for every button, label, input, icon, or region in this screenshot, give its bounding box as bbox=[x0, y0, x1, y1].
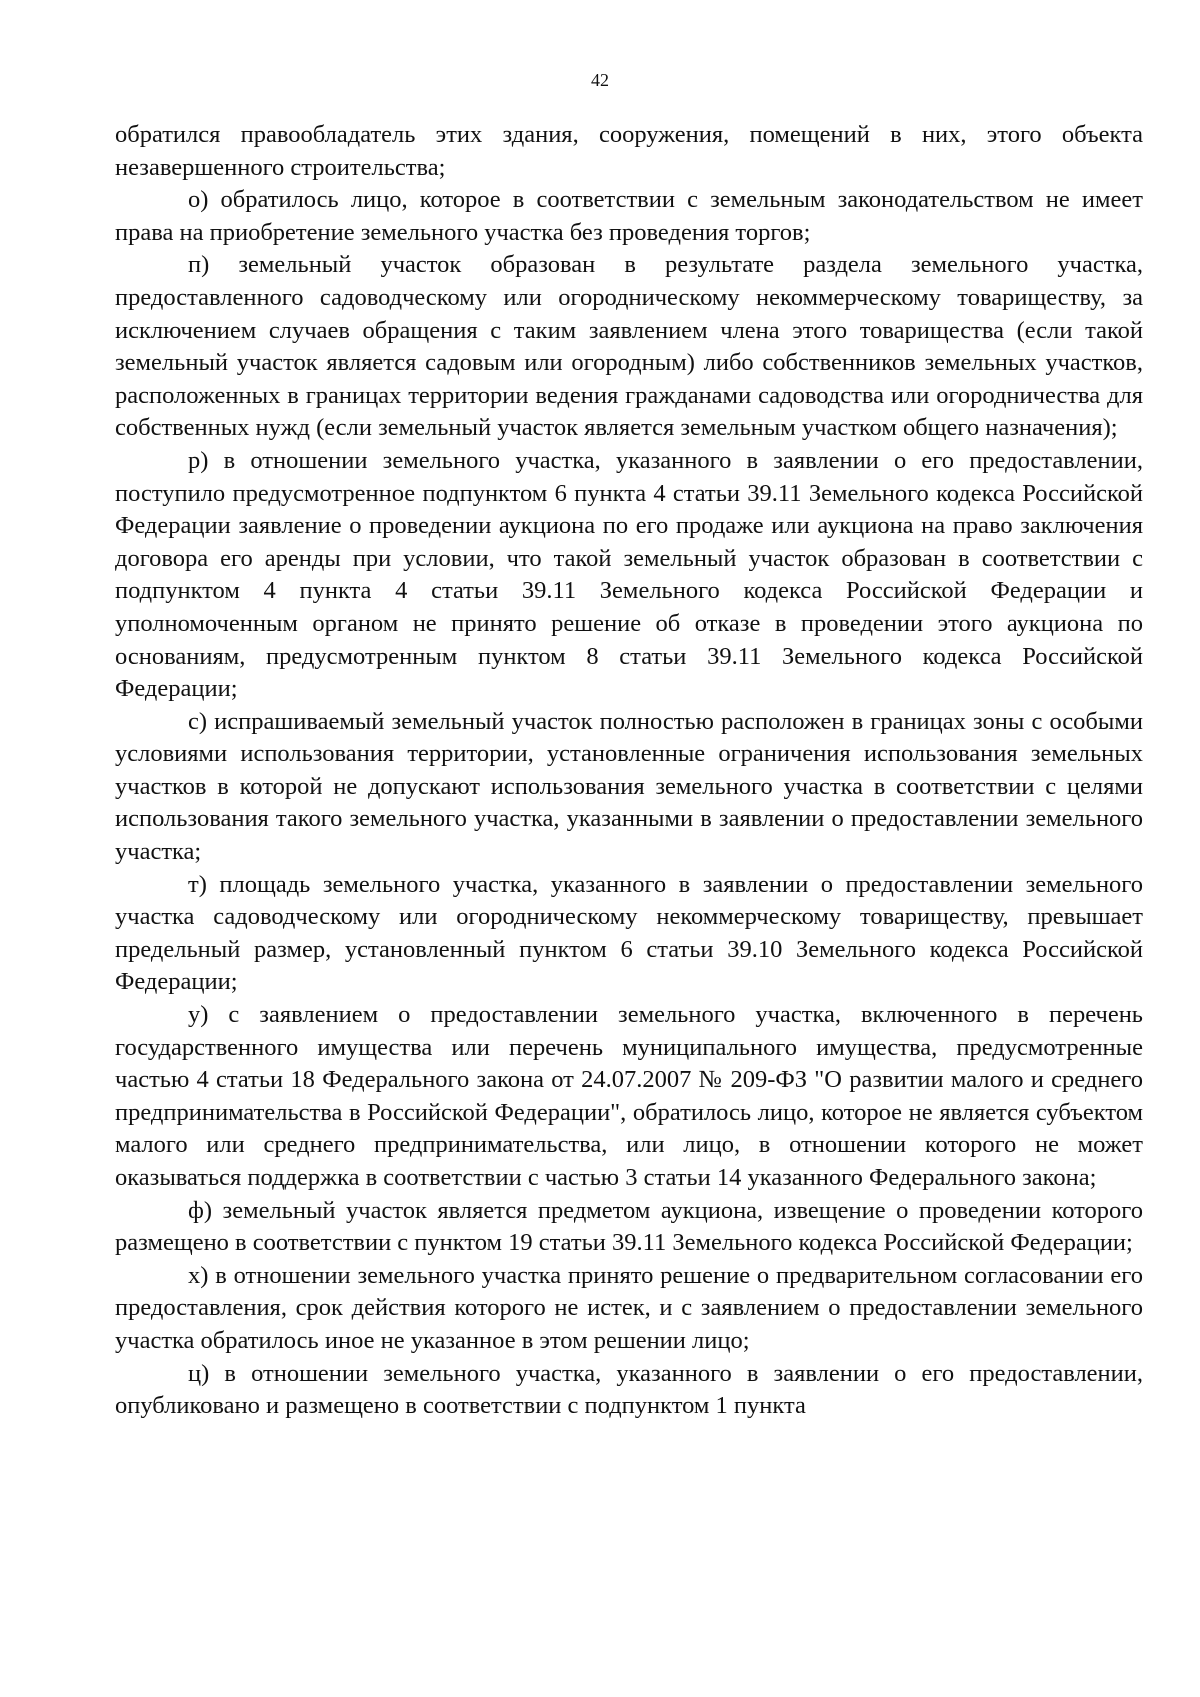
list-item-h bbox=[115, 1260, 1143, 1358]
list-item-t bbox=[115, 869, 1143, 999]
item-letter: у) bbox=[188, 1001, 229, 1029]
list-item-ts bbox=[115, 1358, 1143, 1423]
item-letter: ф) bbox=[188, 1196, 223, 1224]
item-text: обратилось лицо, которое в соответствии с земельным законодательством не имеет права на приобретение земельного участка без проведения торгов; bbox=[115, 186, 1143, 246]
list-item-f bbox=[115, 1195, 1143, 1260]
item-letter: с) bbox=[188, 707, 215, 735]
item-letter: р) bbox=[188, 446, 224, 474]
paragraph-continuation bbox=[115, 119, 1143, 184]
item-letter: х) bbox=[188, 1261, 216, 1289]
item-text: испрашиваемый земельный участок полностью расположен в границах зоны с особыми условиями использования территории, установленные ограничения использования земельных участков в которой не допускают использования земельного участка в соответствии с целями использования такого земельного участка, указанными в заявлении о предоставлении земельного участка; bbox=[115, 707, 1143, 866]
item-text: с заявлением о предоставлении земельного участка, включенного в перечень государственного имущества или перечень муниципального имущества, предусмотренные частью 4 статьи 18 Федерального закона от 24.07.2007 № 209-ФЗ "О развитии малого и среднего предпринимательства в Российской Федерации", обратилось лицо, которое не является субъектом малого или среднего предпринимательства, или лицо, в отношении которого не может оказываться поддержка в соответствии с частью 3 статьи 14 указанного Федерального закона; bbox=[115, 1001, 1143, 1191]
list-item-r bbox=[115, 445, 1143, 706]
list-item-o bbox=[115, 184, 1143, 249]
item-text: земельный участок является предметом аукциона, извещение о проведении которого размещено в соответствии с пунктом 19 статьи 39.11 Земельного кодекса Российской Федерации; bbox=[115, 1196, 1143, 1257]
list-item-p bbox=[115, 249, 1143, 445]
page-number: 42 bbox=[591, 70, 609, 90]
item-letter: о) bbox=[188, 186, 221, 214]
item-text: площадь земельного участка, указанного в заявлении о предоставлении земельного участка садоводческому или огородническому некоммерческому товариществу, превышает предельный размер, установленный пунктом 6 статьи 39.10 Земельного кодекса Российской Федерации; bbox=[115, 870, 1143, 996]
list-item-u bbox=[115, 999, 1143, 1195]
item-letter: п) bbox=[188, 251, 239, 279]
item-letter: т) bbox=[188, 870, 220, 898]
list-item-s bbox=[115, 706, 1143, 869]
item-text: в отношении земельного участка, указанного в заявлении о его предоставлении, опубликовано и размещено в соответствии с подпунктом 1 пункта bbox=[115, 1359, 1143, 1420]
document-body bbox=[115, 119, 1143, 1423]
item-letter: ц) bbox=[188, 1359, 225, 1387]
item-text: земельный участок образован в результате раздела земельного участка, предоставленного садоводческому или огородническому некоммерческому товариществу, за исключением случаев обращения с таким заявлением члена этого товарищества (если такой земельный участок является садовым или огородным) либо собственников земельных участков, расположенных в границах территории ведения гражданами садоводства или огородничества для собственных нужд (если земельный участок является земельным участком общего назначения); bbox=[115, 251, 1143, 442]
item-text: в отношении земельного участка, указанного в заявлении о его предоставлении, поступило предусмотренное подпунктом 6 пункта 4 статьи 39.11 Земельного кодекса Российской Федерации заявление о проведении аукциона по его продаже или аукциона на право заключения договора его аренды при условии, что такой земельный участок образован в соответствии с подпунктом 4 пункта 4 статьи 39.11 Земельного кодекса Российской Федерации и уполномоченным органом не принято решение об отказе в проведении этого аукциона по основаниям, предусмотренным пунктом 8 статьи 39.11 Земельного кодекса Российской Федерации; bbox=[115, 446, 1143, 703]
paragraph-text: обратился правообладатель этих здания, сооружения, помещений в них, этого объекта незавершенного строительства; bbox=[115, 121, 1143, 181]
item-text: в отношении земельного участка принято решение о предварительном согласовании его предоставления, срок действия которого не истек, и с заявлением о предоставлении земельного участка обратилось иное не указанное в этом решении лицо; bbox=[115, 1261, 1143, 1354]
